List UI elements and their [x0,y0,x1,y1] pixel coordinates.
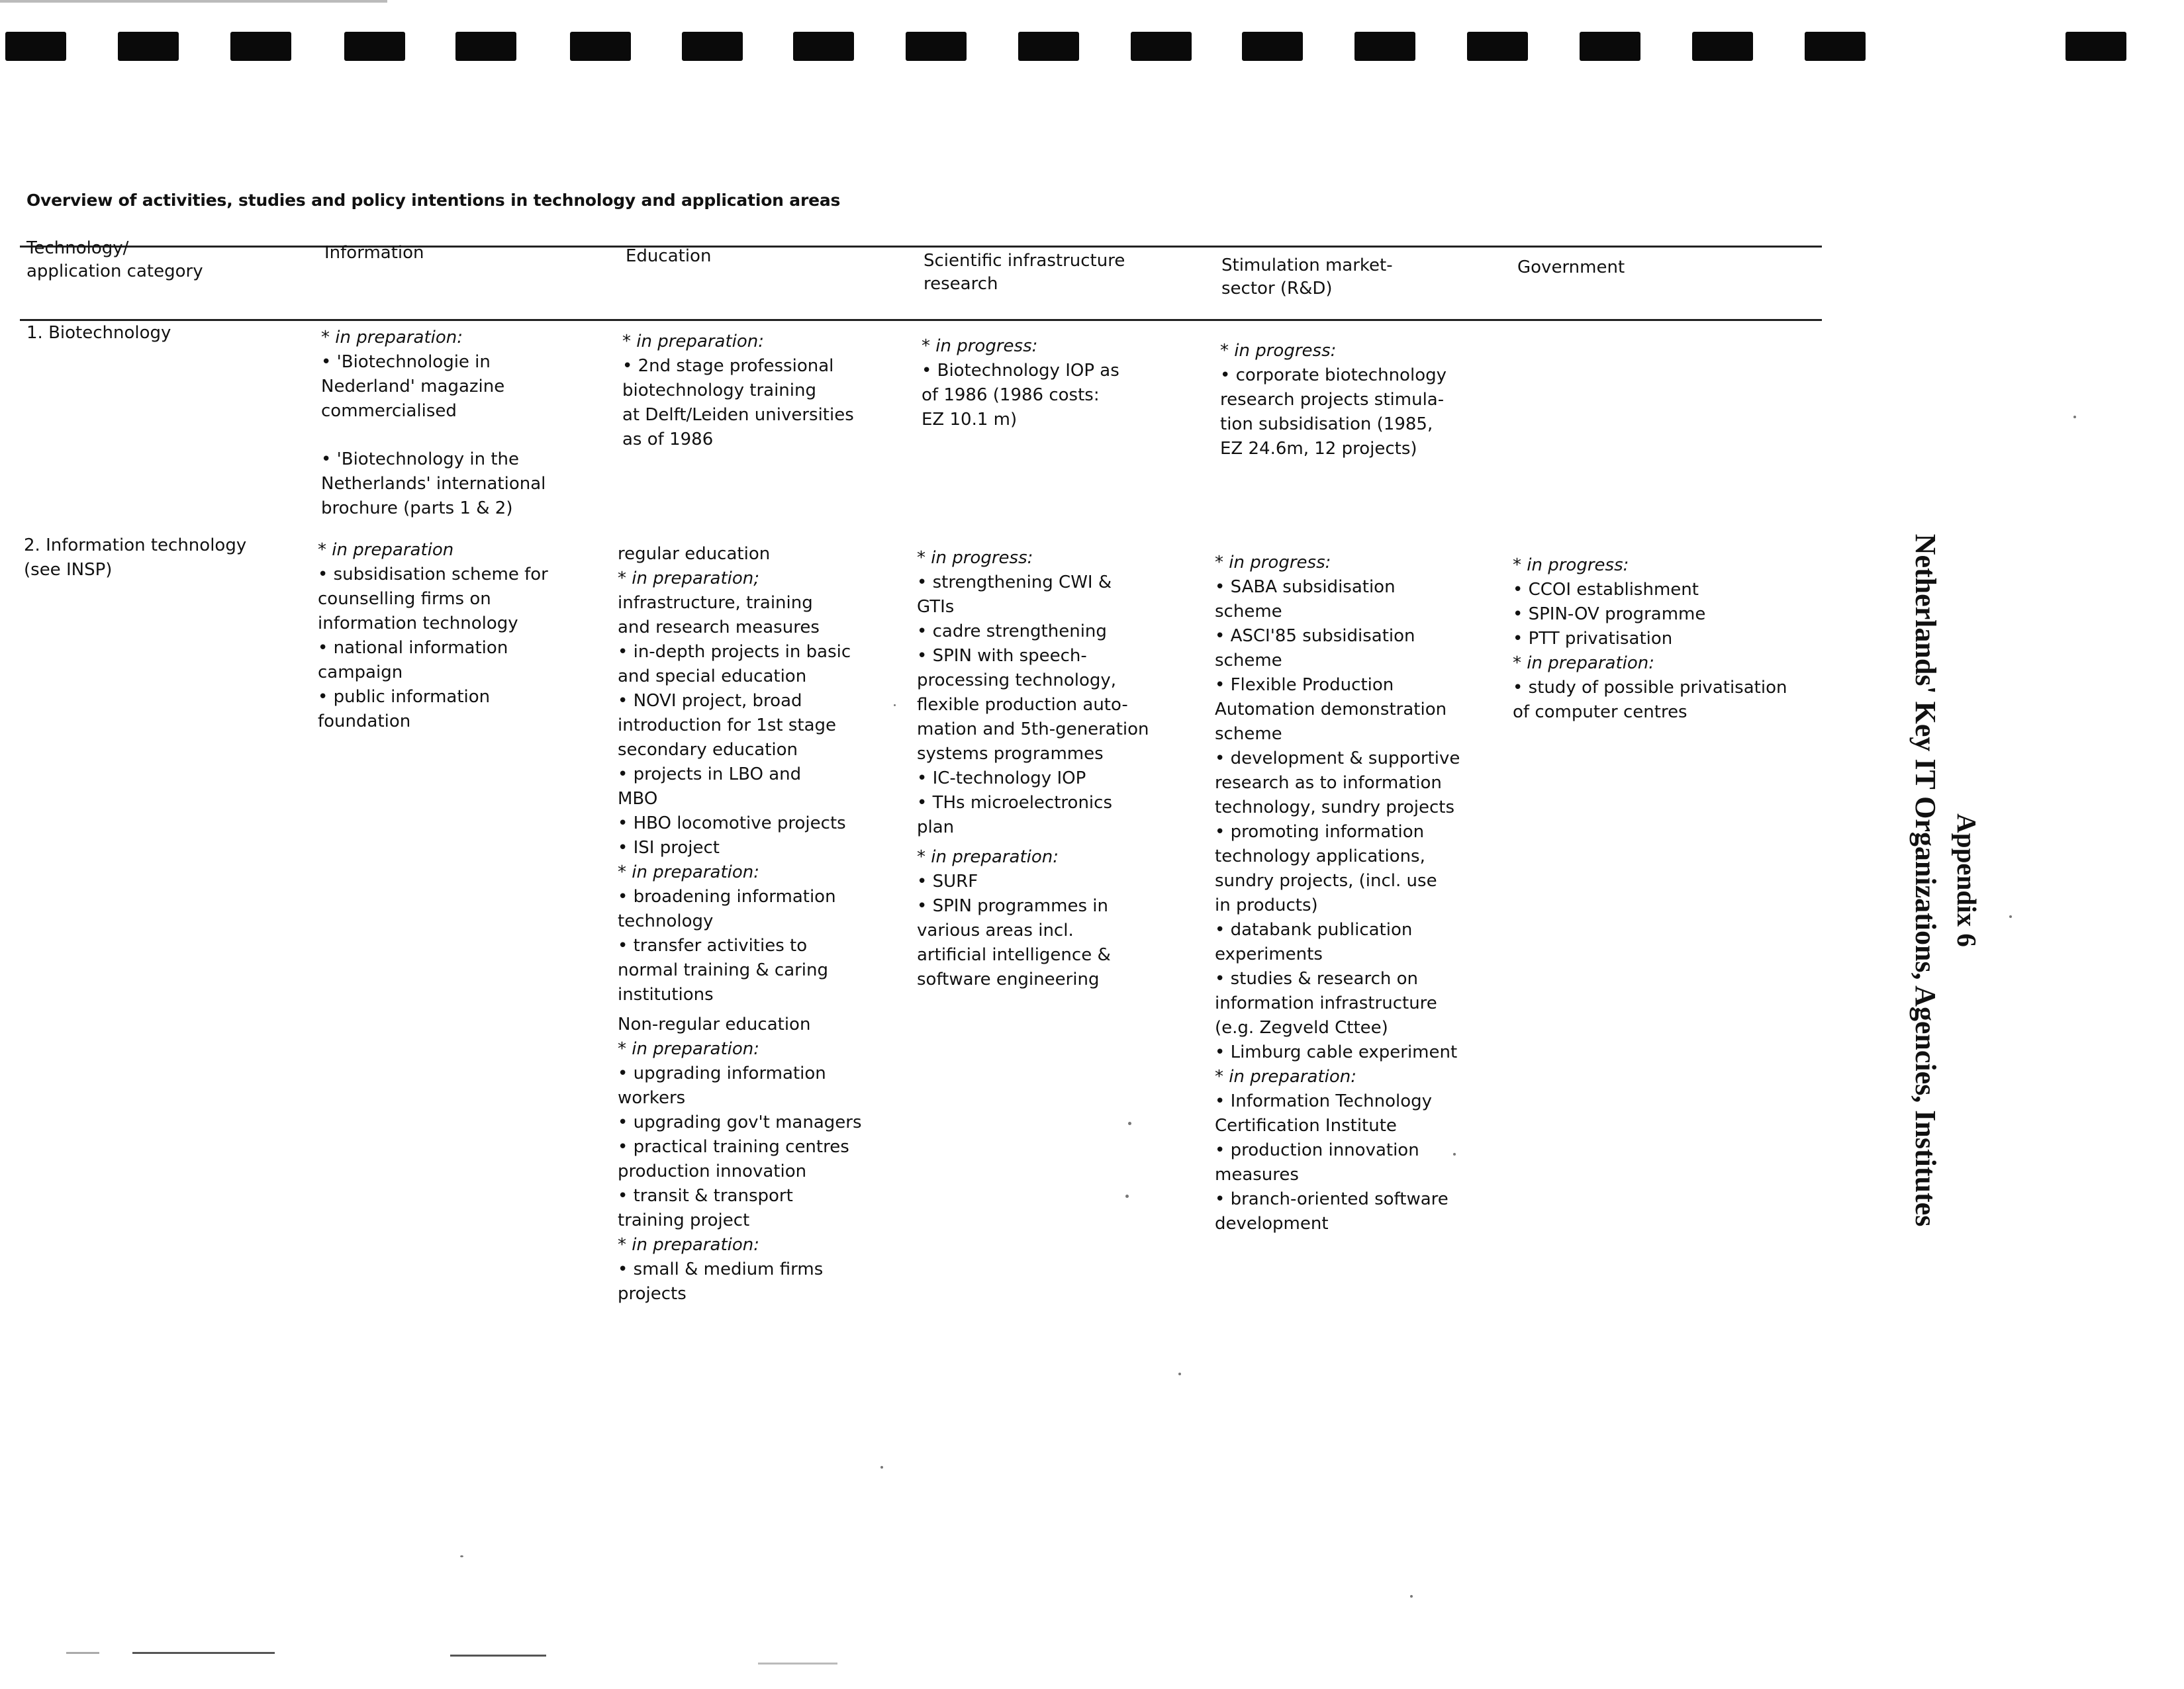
cell-line: technology applications, [1215,846,1425,866]
punch-hole [906,32,967,61]
cell-line: • production innovation [1215,1140,1419,1160]
cell-line: counselling firms on [318,589,491,609]
cell-line: various areas incl. [917,921,1074,940]
cell-line: information infrastructure [1215,993,1437,1013]
cell-line: plan [917,817,955,837]
cell-line: • 2nd stage professional [622,356,834,376]
header-category [26,237,203,283]
cell-line: campaign [318,662,403,682]
cell-line: as of 1986 [622,430,714,449]
cell-line: • CCOI establishment [1513,580,1699,600]
cell-line: • ASCI'85 subsidisation [1215,626,1415,646]
cell-line: normal training & caring [618,960,829,980]
row1-information [321,326,546,521]
cell-line: processing technology, [917,670,1117,690]
cell-line: brochure (parts 1 & 2) [321,498,513,518]
cell-line: technology, sundry projects [1215,798,1455,817]
cell-line: • 'Biotechnology in the [321,449,519,469]
cell-line: • branch-oriented software [1215,1189,1448,1209]
cell-line: • projects in LBO and [618,764,802,784]
row1-education [622,330,854,452]
table-top-rule [20,246,1822,248]
scan-speck [460,1555,463,1557]
punch-hole [344,32,405,61]
cell-line: * in preparation: [917,847,1059,867]
cell-line: Nederland' magazine [321,377,505,396]
scan-speck [2073,416,2076,418]
header-category-line: Technology/ [26,238,129,258]
cell-line: • national information [318,638,508,658]
row1-stimulation [1220,339,1447,461]
row2-category [24,533,246,582]
header-government [1517,256,1625,279]
header-stimulation-line: Stimulation market- [1221,255,1393,275]
row2-government [1513,553,1787,725]
cell-line: projects [618,1284,687,1304]
appendix-number: Appendix 6 [1952,813,1982,947]
cell-line: information technology [318,614,518,633]
cell-line: • small & medium firms [618,1259,824,1279]
scan-speck [1178,1373,1181,1375]
cell-line: measures [1215,1165,1299,1185]
punch-hole [1018,32,1079,61]
cell-line: infrastructure, training [618,593,813,613]
cell-line: experiments [1215,944,1323,964]
header-government-line: Government [1517,257,1625,277]
cell-line: * in preparation: [618,1039,760,1059]
cell-line: * in progress: [1513,555,1629,575]
cell-line: technology [618,911,714,931]
cell-line: • Limburg cable experiment [1215,1042,1458,1062]
punch-hole [118,32,179,61]
cell-spacer [321,424,546,447]
cell-line: • Information Technology [1215,1091,1433,1111]
row2-education [618,542,862,1306]
cell-line: software engineering [917,970,1100,989]
cell-line: workers [618,1088,686,1108]
cell-line: * in preparation [318,540,454,560]
cell-line: • corporate biotechnology [1220,365,1447,385]
punch-hole [1131,32,1192,61]
cell-line: EZ 10.1 m) [922,410,1018,430]
header-stimulation-line: sector (R&D) [1221,279,1333,298]
cell-line: * in preparation: [618,1235,760,1255]
cell-line: • SPIN programmes in [917,896,1108,916]
cell-line: * in preparation: [1513,653,1655,673]
cell-line: • broadening information [618,887,836,907]
cell-line: • SPIN with speech- [917,646,1087,666]
row2-science [917,546,1149,992]
cell-line: • development & supportive [1215,749,1460,768]
cell-line: • public information [318,687,491,707]
punch-hole [1354,32,1415,61]
cell-line: of 1986 (1986 costs: [922,385,1100,405]
header-information-line: Information [324,243,424,263]
scan-mark [758,1663,837,1665]
cell-line: commercialised [321,401,457,421]
cell-line: • SABA subsidisation [1215,577,1396,597]
cell-line: research as to information [1215,773,1442,793]
scan-speck [1125,1195,1129,1198]
cell-line: training project [618,1210,750,1230]
header-information [324,242,424,265]
scan-mark [66,1652,99,1654]
cell-line: mation and 5th-generation [917,719,1149,739]
cell-line: • upgrading gov't managers [618,1113,862,1132]
cell-line: • promoting information [1215,822,1425,842]
scan-mark [132,1652,275,1654]
cell-line: Certification Institute [1215,1116,1397,1136]
cell-line: research projects stimula- [1220,390,1445,410]
cell-line: regular education [618,544,771,564]
scan-speck [1453,1153,1456,1156]
punch-hole [1467,32,1528,61]
punch-hole [793,32,854,61]
scan-mark [450,1655,546,1657]
cell-line: * in progress: [1215,553,1331,572]
row1-category [26,321,171,345]
cell-line: • transfer activities to [618,936,808,956]
cell-line: * in preparation: [321,328,463,347]
cell-line: • IC-technology IOP [917,768,1086,788]
cell-line: • in-depth projects in basic [618,642,851,662]
cell-line: • databank publication [1215,920,1413,940]
cell-line: 2. Information technology [24,535,247,555]
cell-line: at Delft/Leiden universities [622,405,854,425]
cell-line: • HBO locomotive projects [618,813,846,833]
cell-line: * in preparation; [618,569,760,588]
cell-line: • strengthening CWI & [917,572,1112,592]
cell-line: introduction for 1st stage [618,715,837,735]
appendix-subtitle: Netherlands' Key IT Organizations, Agencies, Institutes [1909,533,1942,1227]
cell-line: • cadre strengthening [917,621,1107,641]
punch-hole [5,32,66,61]
punch-hole [230,32,291,61]
header-education [626,245,711,268]
header-stimulation [1221,254,1393,300]
header-science-line: Scientific infrastructure [924,251,1125,271]
punch-hole [1580,32,1640,61]
cell-line: systems programmes [917,744,1104,764]
header-science-line: research [924,274,998,294]
cell-line: • 'Biotechnologie in [321,352,491,372]
cell-line: • upgrading information [618,1064,826,1083]
cell-line: Non-regular education [618,1015,811,1034]
cell-line: in products) [1215,895,1318,915]
appendix-side-title [1850,463,1996,1297]
cell-line: • Biotechnology IOP as [922,361,1119,381]
cell-line: • NOVI project, broad [618,691,802,711]
cell-line: * in preparation: [618,862,760,882]
scan-speck [1128,1122,1131,1125]
table-caption: Overview of activities, studies and policy intentions in technology and application areas [26,191,841,210]
cell-line: foundation [318,711,411,731]
cell-line: and research measures [618,617,820,637]
cell-line: • ISI project [618,838,720,858]
cell-line: sundry projects, (incl. use [1215,871,1437,891]
cell-line: MBO [618,789,658,809]
punch-hole-strip [5,32,2137,65]
header-education-line: Education [626,246,712,266]
header-science [924,250,1125,296]
cell-line: * in preparation: [1215,1067,1357,1087]
cell-line: production innovation [618,1162,807,1181]
cell-line: • SPIN-OV programme [1513,604,1706,624]
row2-information [318,538,548,734]
cell-line: • THs microelectronics [917,793,1112,813]
scan-speck [2009,915,2012,918]
punch-hole [570,32,631,61]
scan-speck [894,704,896,706]
cell-line: • Flexible Production [1215,675,1394,695]
cell-line: • study of possible privatisation [1513,678,1787,698]
cell-line: Netherlands' international [321,474,546,494]
cell-line: • transit & transport [618,1186,793,1206]
cell-line: (see INSP) [24,560,113,580]
cell-line: institutions [618,985,714,1005]
cell-line: (e.g. Zegveld Cttee) [1215,1018,1388,1038]
punch-hole [682,32,743,61]
punch-hole [1692,32,1753,61]
cell-line: • subsidisation scheme for [318,565,548,584]
cell-line: • studies & research on [1215,969,1419,989]
cell-line: Automation demonstration [1215,700,1447,719]
cell-line: scheme [1215,724,1282,744]
scan-top-line [0,0,387,3]
cell-line: 1. Biotechnology [26,323,171,343]
punch-hole [1242,32,1303,61]
cell-line: * in preparation: [622,332,765,351]
cell-line: scheme [1215,602,1282,621]
header-bottom-rule [20,319,1822,321]
cell-line: scheme [1215,651,1282,670]
cell-line: flexible production auto- [917,695,1128,715]
cell-line: • PTT privatisation [1513,629,1673,649]
header-category-line: application category [26,261,203,281]
row2-stimulation [1215,551,1460,1236]
cell-line: of computer centres [1513,702,1687,722]
cell-line: artificial intelligence & [917,945,1111,965]
appendix-side-text [1850,463,1996,1297]
cell-line: EZ 24.6m, 12 projects) [1220,439,1417,459]
cell-line: GTIs [917,597,955,617]
cell-line: * in progress: [922,336,1038,356]
cell-line: • SURF [917,872,978,891]
punch-hole [1805,32,1866,61]
cell-line: tion subsidisation (1985, [1220,414,1433,434]
scan-speck [1410,1595,1413,1598]
cell-line: biotechnology training [622,381,816,400]
cell-line: • practical training centres [618,1137,849,1157]
cell-line: secondary education [618,740,798,760]
cell-line: * in progress: [917,548,1033,568]
row1-science [922,334,1119,432]
scan-speck [880,1466,883,1469]
punch-hole [455,32,516,61]
cell-line: * in progress: [1220,341,1337,361]
cell-line: development [1215,1214,1329,1234]
cell-line: and special education [618,666,807,686]
punch-hole [2065,32,2126,61]
